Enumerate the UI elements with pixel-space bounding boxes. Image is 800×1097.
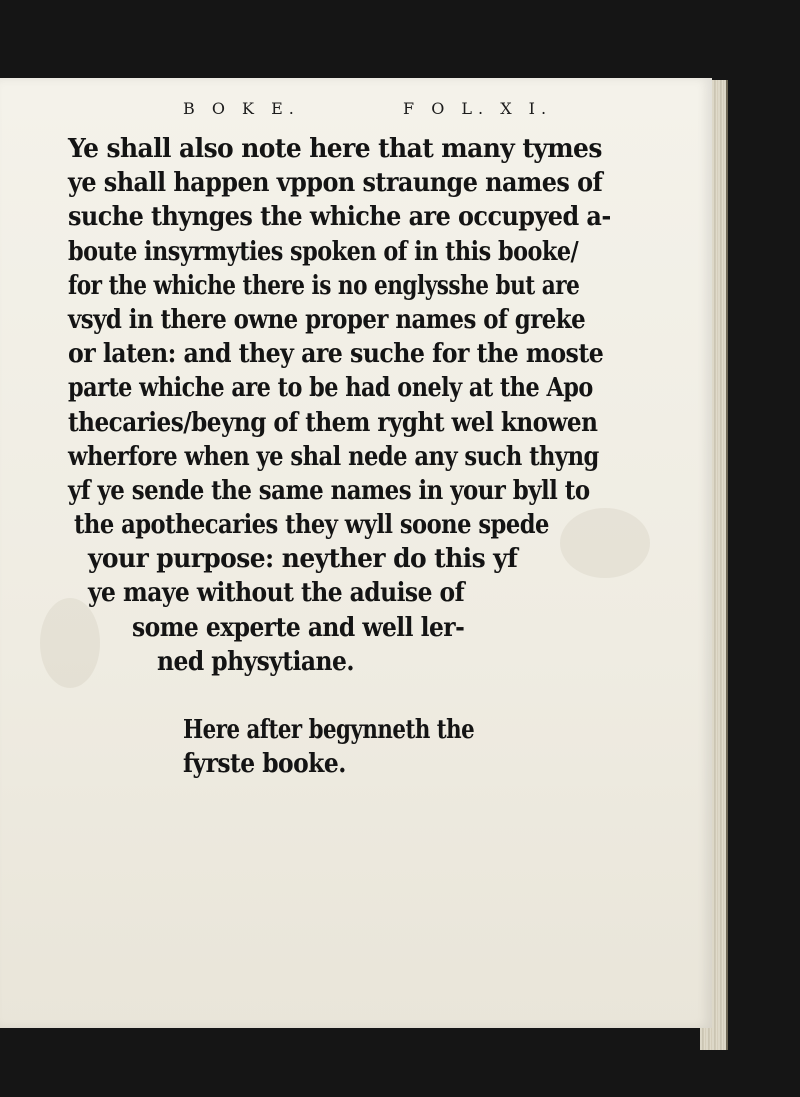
closing-heading [183,713,538,781]
heading-line: Here after begynneth the [183,715,475,745]
running-head-book: B O K E. [183,99,300,118]
text-line: vsyd in there owne proper names of greke [68,304,586,335]
text-line: ned physytiane. [157,646,354,677]
text-line: yf ye sende the same names in your byll to [68,475,590,506]
text-line: the apothecaries they wyll soone spede [74,510,549,541]
text-line: ye maye without the aduise of [88,578,465,609]
text-line: your purpose: neyther do this yf [88,544,518,575]
text-line: some experte and well ler- [132,612,465,643]
text-line: wherfore when ye shal nede any such thyng [68,441,599,472]
text-line: or laten: and they are suche for the moste [68,339,604,370]
text-line: ye shall happen vppon straunge names of [68,168,603,199]
text-line: suche thynges the whiche are occupyed a- [68,202,611,233]
running-head-folio: F O L. X I. [403,99,553,118]
text-line: for the whiche there is no englysshe but are [68,270,580,301]
text-line: Ye shall also note here that many tymes [68,134,602,164]
body-text [68,132,680,679]
heading-line: fyrste booke. [183,749,346,779]
text-line: boute insyrmyties spoken of in this booke/ [68,236,579,267]
text-line: parte whiche are to be had onely at the Apo [68,373,593,404]
text-line: thecaries/beyng of them ryght wel knowen [68,407,598,438]
running-head [183,99,583,118]
